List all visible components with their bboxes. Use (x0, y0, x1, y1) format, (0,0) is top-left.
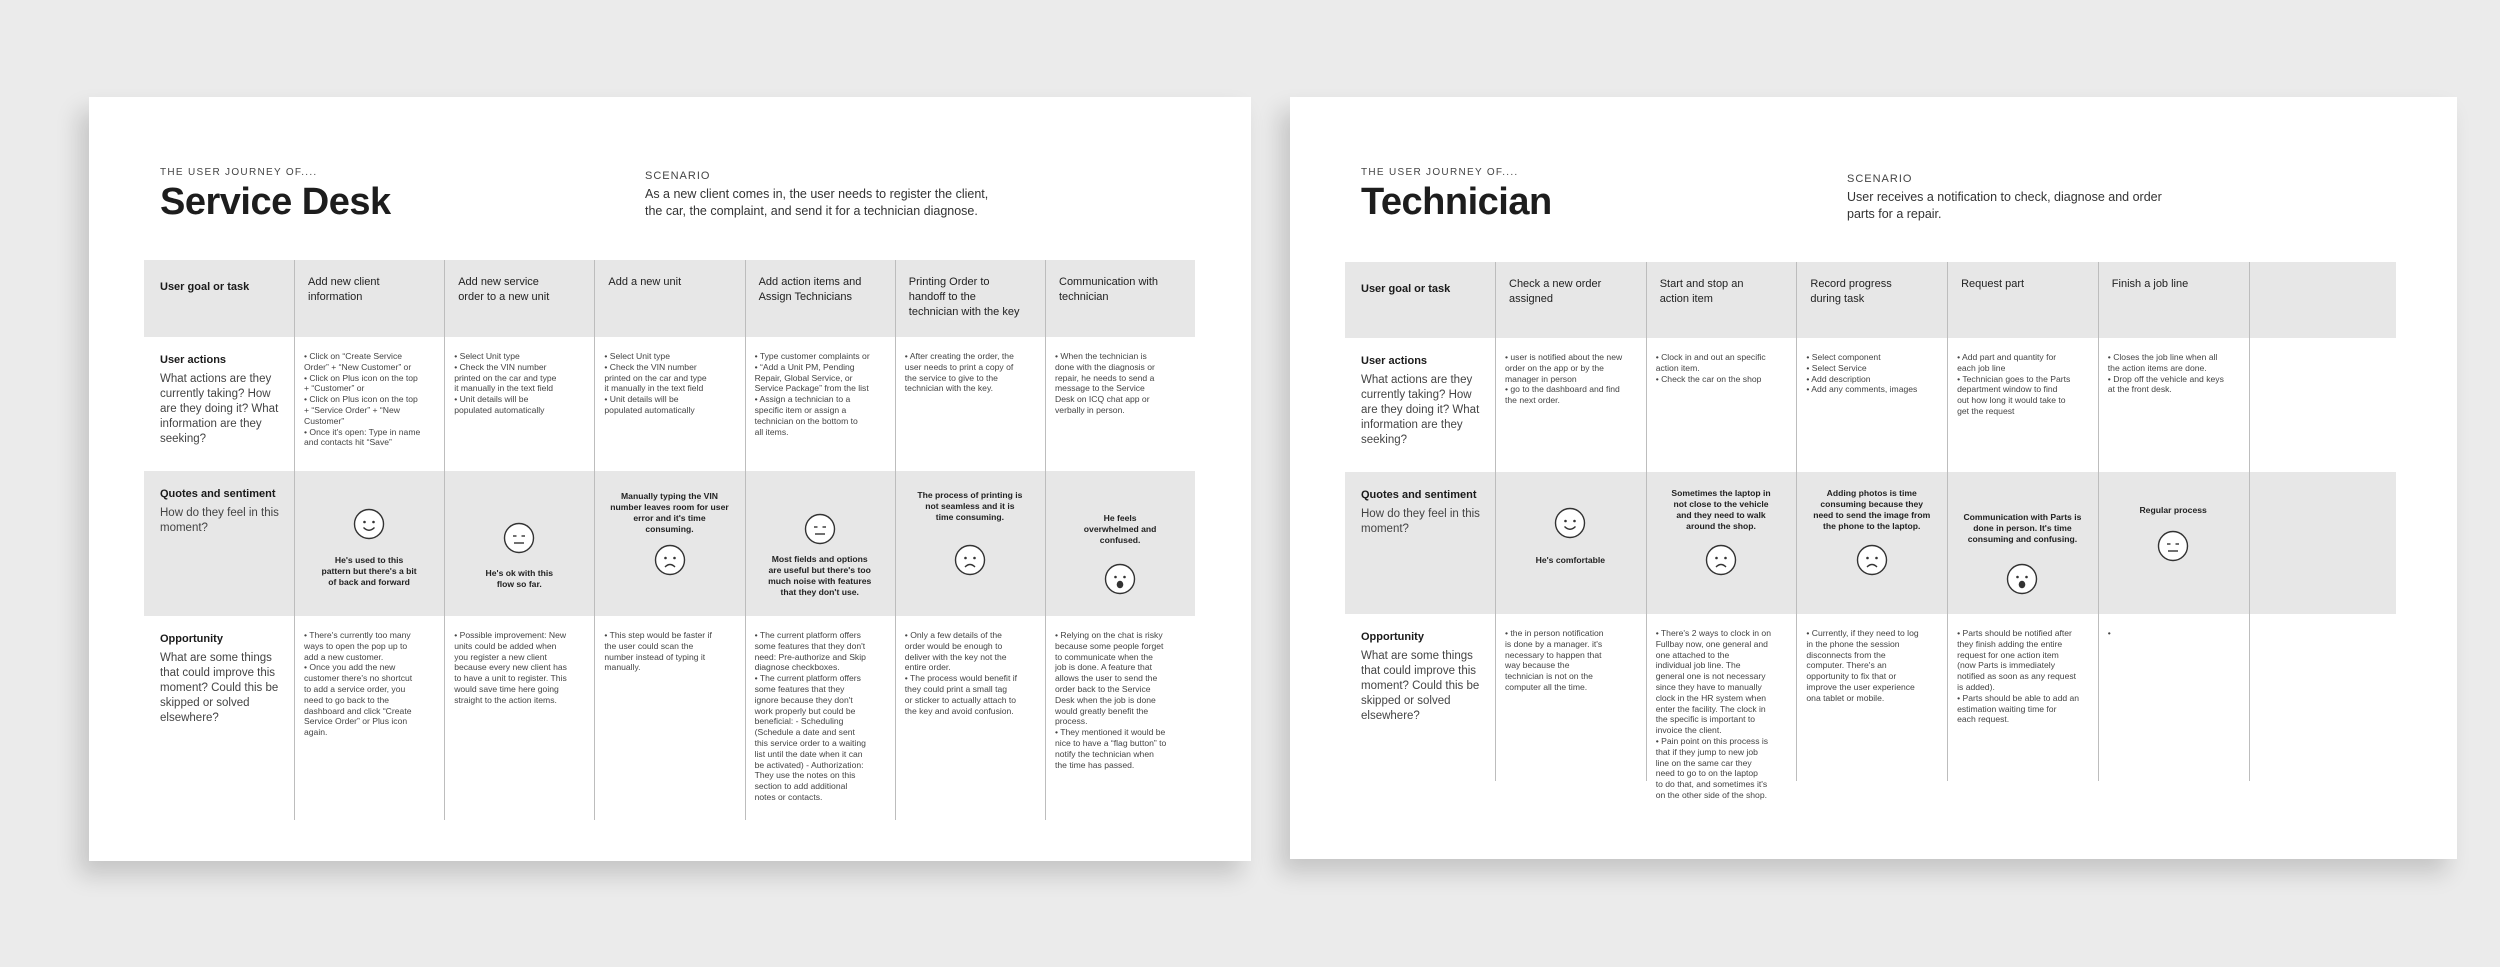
opportunity-cell: • This step would be faster if the user could scan the number instead of typing it manually. (604, 630, 712, 673)
step-header: Communication with technician (1059, 276, 1159, 303)
row-label (160, 353, 286, 447)
row-label-subtitle: What actions are they currently taking? How are they doing it? What information are they seeking? (1361, 374, 1480, 446)
column-divider (2098, 262, 2099, 781)
sentiment-quote: He feels overwhelmed and confused. (1083, 513, 1157, 545)
sentiment-neutral-icon (804, 513, 836, 545)
sentiment-sad-icon (1856, 544, 1888, 576)
user-actions-cell: • Clock in and out an specific action item. • Check the car on the shop (1655, 352, 1766, 384)
sentiment-neutral-icon (503, 522, 535, 554)
opportunity-cell: • There's 2 ways to clock in on Fullbay now, one general and one attached to the individual job line. The general one is not necessary since they have to manually clock in the HR system when enter the facility. The clock in the specific is important to invoice the client. • Pain point on this process is that if they jump to new job line on the same car they need to go to on the laptop to do that, and sometimes it's on the other side of the shop. (1655, 628, 1771, 800)
step-header: Request part (1961, 278, 2025, 290)
sentiment-happy-icon (353, 508, 385, 540)
row-label-title: Quotes and sentiment (160, 488, 276, 500)
technician-journey-card (1290, 97, 2457, 859)
row-label-title: User goal or task (1361, 283, 1451, 295)
service-desk-journey-card (89, 97, 1251, 861)
sentiment-shocked-icon (1104, 563, 1136, 595)
user-actions-cell: • Click on “Create Service Order” + “New Customer” or • Click on Plus icon on the top + “Customer” or • Click on Plus icon on the top + “Service Order” + “New Customer” • Once it's open: Type in name and contacts hit “Save” (304, 351, 421, 448)
sentiment-quote: Adding photos is time consuming because they need to send the image from the phone to the laptop. (1813, 488, 1931, 531)
user-actions-cell: • user is notified about the new order on the app or by the manager in person • go to the dashboard and find the next order. (1505, 352, 1623, 406)
user-actions-cell: • Select Unit type • Check the VIN number printed on the car and type it manually in the text field • Unit details will be populated automatically (454, 351, 557, 415)
sentiment-quote: He's used to this pattern but there's a bit of back and forward (321, 555, 417, 587)
header-row-band (144, 260, 1195, 337)
step-header: Add new service order to a new unit (458, 276, 550, 303)
step-header: Add new client information (308, 276, 380, 303)
sentiment-happy-icon (1554, 507, 1586, 539)
row-label-title: Opportunity (1361, 631, 1424, 643)
scenario-text: As a new client comes in, the user needs to register the client, the car, the complaint, and send it for a technician diagnose. (645, 187, 989, 218)
row-label-subtitle: What actions are they currently taking? How are they doing it? What information are they seeking? (160, 373, 279, 445)
row-label-title: User actions (160, 354, 227, 366)
scenario-text: User receives a notification to check, diagnose and order parts for a repair. (1847, 190, 2162, 221)
sentiment-sad-icon (1705, 544, 1737, 576)
column-divider (594, 260, 595, 820)
opportunity-cell: • The current platform offers some features that they don't need: Pre-authorize and Skip diagnose checkboxes. • The current platform offers some features that they ignore because they don't work properly but could be beneficial: - Scheduling (Schedule a date and sent this service order to a waiting list until the date when it can be activated) - Authorization: They use the notes on this section to add additional notes or contacts. (754, 630, 866, 802)
user-actions-cell: • After creating the order, the user needs to print a copy of the service to give to the technician with the key. (904, 351, 1014, 394)
step-header: Add a new unit (608, 276, 682, 288)
step-header: Record progress during task (1810, 278, 1892, 305)
opportunity-cell: • Parts should be notified after they finish adding the entire request for one action item (now Parts is immediately notified as soon as any request is added). • Parts should be able to add an estimation waiting time for each request. (1957, 628, 2080, 725)
row-label (1361, 354, 1487, 448)
column-divider (1947, 262, 1948, 781)
step-header: Finish a job line (2111, 278, 2189, 290)
sentiment-quote: Communication with Parts is done in person. It's time consuming and confusing. (1963, 512, 2082, 544)
step-header: Start and stop an action item (1659, 278, 1744, 305)
sentiment-quote: Most fields and options are useful but there's too much noise with features that they don't use. (768, 554, 872, 597)
scenario-heading: SCENARIO (645, 170, 711, 182)
row-label-subtitle: What are some things that could improve this moment? Could this be skipped or solved elsewhere? (1361, 650, 1480, 722)
row-label-subtitle: What are some things that could improve this moment? Could this be skipped or solved elsewhere? (160, 652, 279, 724)
sentiment-sad-icon (954, 544, 986, 576)
row-label-title: Opportunity (160, 633, 223, 645)
opportunity-cell: • the in person notification is done by a manager. it's necessary to happen that way because the technician is not on the computer all the time. (1505, 628, 1604, 692)
sentiment-quote: The process of printing is not seamless and it is time consuming. (917, 490, 1023, 522)
row-label (160, 280, 286, 299)
step-header: Add action items and Assign Technicians (758, 276, 862, 303)
column-divider (2249, 262, 2250, 781)
column-divider (444, 260, 445, 820)
step-header: Printing Order to handoff to the technician with the key (908, 276, 1020, 318)
opportunity-cell: • Possible improvement: New units could be added when you register a new client because every new client has to have a unit to register. This would save time here going straight to the action items. (454, 630, 567, 705)
column-divider (745, 260, 746, 820)
user-actions-cell: • Type customer complaints or • “Add a Unit PM, Pending Repair, Global Service, or Service Package” from the list • Assign a technician to a specific item or assign a technician on the bottom to all items. (754, 351, 870, 437)
opportunity-cell: • Currently, if they need to log in the phone the session disconnects from the computer. There's an opportunity to fix that or improve the user experience ona tablet or mobile. (1806, 628, 1919, 703)
user-actions-cell: • Closes the job line when all the action items are done. • Drop off the vehicle and keys at the front desk. (2107, 352, 2224, 395)
row-label-subtitle: How do they feel in this moment? (160, 507, 279, 534)
journey-eyebrow: THE USER JOURNEY OF.... (1361, 167, 1519, 178)
row-label-title: Quotes and sentiment (1361, 489, 1477, 501)
row-label (1361, 282, 1487, 301)
row-label-title: User goal or task (160, 281, 250, 293)
journey-title: Service Desk (160, 181, 391, 223)
column-divider (1796, 262, 1797, 781)
row-label (1361, 630, 1487, 724)
sentiment-shocked-icon (2006, 563, 2038, 595)
row-label-title: User actions (1361, 355, 1428, 367)
opportunity-cell: • Only a few details of the order would be enough to deliver with the key not the entire order. • The process would benefit if they could print a small tag or sticker to actually attach to the key and avoid confusion. (904, 630, 1018, 716)
user-actions-cell: • Select component • Select Service • Add description • Add any comments, images (1806, 352, 1918, 395)
column-divider (1495, 262, 1496, 781)
column-divider (895, 260, 896, 820)
opportunity-cell: • (2107, 628, 2111, 638)
sentiment-sad-icon (654, 544, 686, 576)
row-label (1361, 488, 1487, 537)
step-header: Check a new order assigned (1509, 278, 1602, 305)
row-label (160, 632, 286, 726)
opportunity-cell: • Relying on the chat is risky because some people forget to communicate when the job is done. A feature that allows the user to send the order back to the Service Desk when the job is done would greatly benefit the process. • They mentioned it would be nice to have a “flag button” to notify the technician when the time has passed. (1055, 630, 1167, 770)
column-divider (294, 260, 295, 820)
sentiment-neutral-icon (2157, 530, 2189, 562)
sentiment-quote: Regular process (2139, 505, 2207, 515)
user-actions-cell: • Select Unit type • Check the VIN number printed on the car and type it manually in the text field • Unit details will be populated automatically (604, 351, 707, 415)
journey-eyebrow: THE USER JOURNEY OF.... (160, 167, 318, 178)
column-divider (1045, 260, 1046, 820)
user-actions-cell: • Add part and quantity for each job line • Technician goes to the Parts department window to find out how long it would take to get the request (1957, 352, 2071, 416)
user-actions-cell: • When the technician is done with the diagnosis or repair, he needs to send a message to the Service Desk on ICQ chat app or verbally in person. (1055, 351, 1155, 415)
sentiment-quote: He's comfortable (1535, 555, 1606, 565)
opportunity-cell: • There's currently too many ways to open the pop up to add a new customer. • Once you add the new customer there's no shortcut to add a service order, you need to go back to the dashboard and click “Create Service Order” or Plus icon again. (304, 630, 413, 738)
scenario-heading: SCENARIO (1847, 173, 1913, 185)
row-label (160, 487, 286, 536)
sentiment-quote: He's ok with this flow so far. (485, 568, 554, 589)
journey-title: Technician (1361, 181, 1552, 223)
row-label-subtitle: How do they feel in this moment? (1361, 508, 1480, 535)
sentiment-quote: Sometimes the laptop in not close to the vehicle and they need to walk around the shop. (1671, 488, 1771, 531)
column-divider (1646, 262, 1647, 781)
sentiment-quote: Manually typing the VIN number leaves room for user error and it's time consuming. (610, 491, 729, 534)
